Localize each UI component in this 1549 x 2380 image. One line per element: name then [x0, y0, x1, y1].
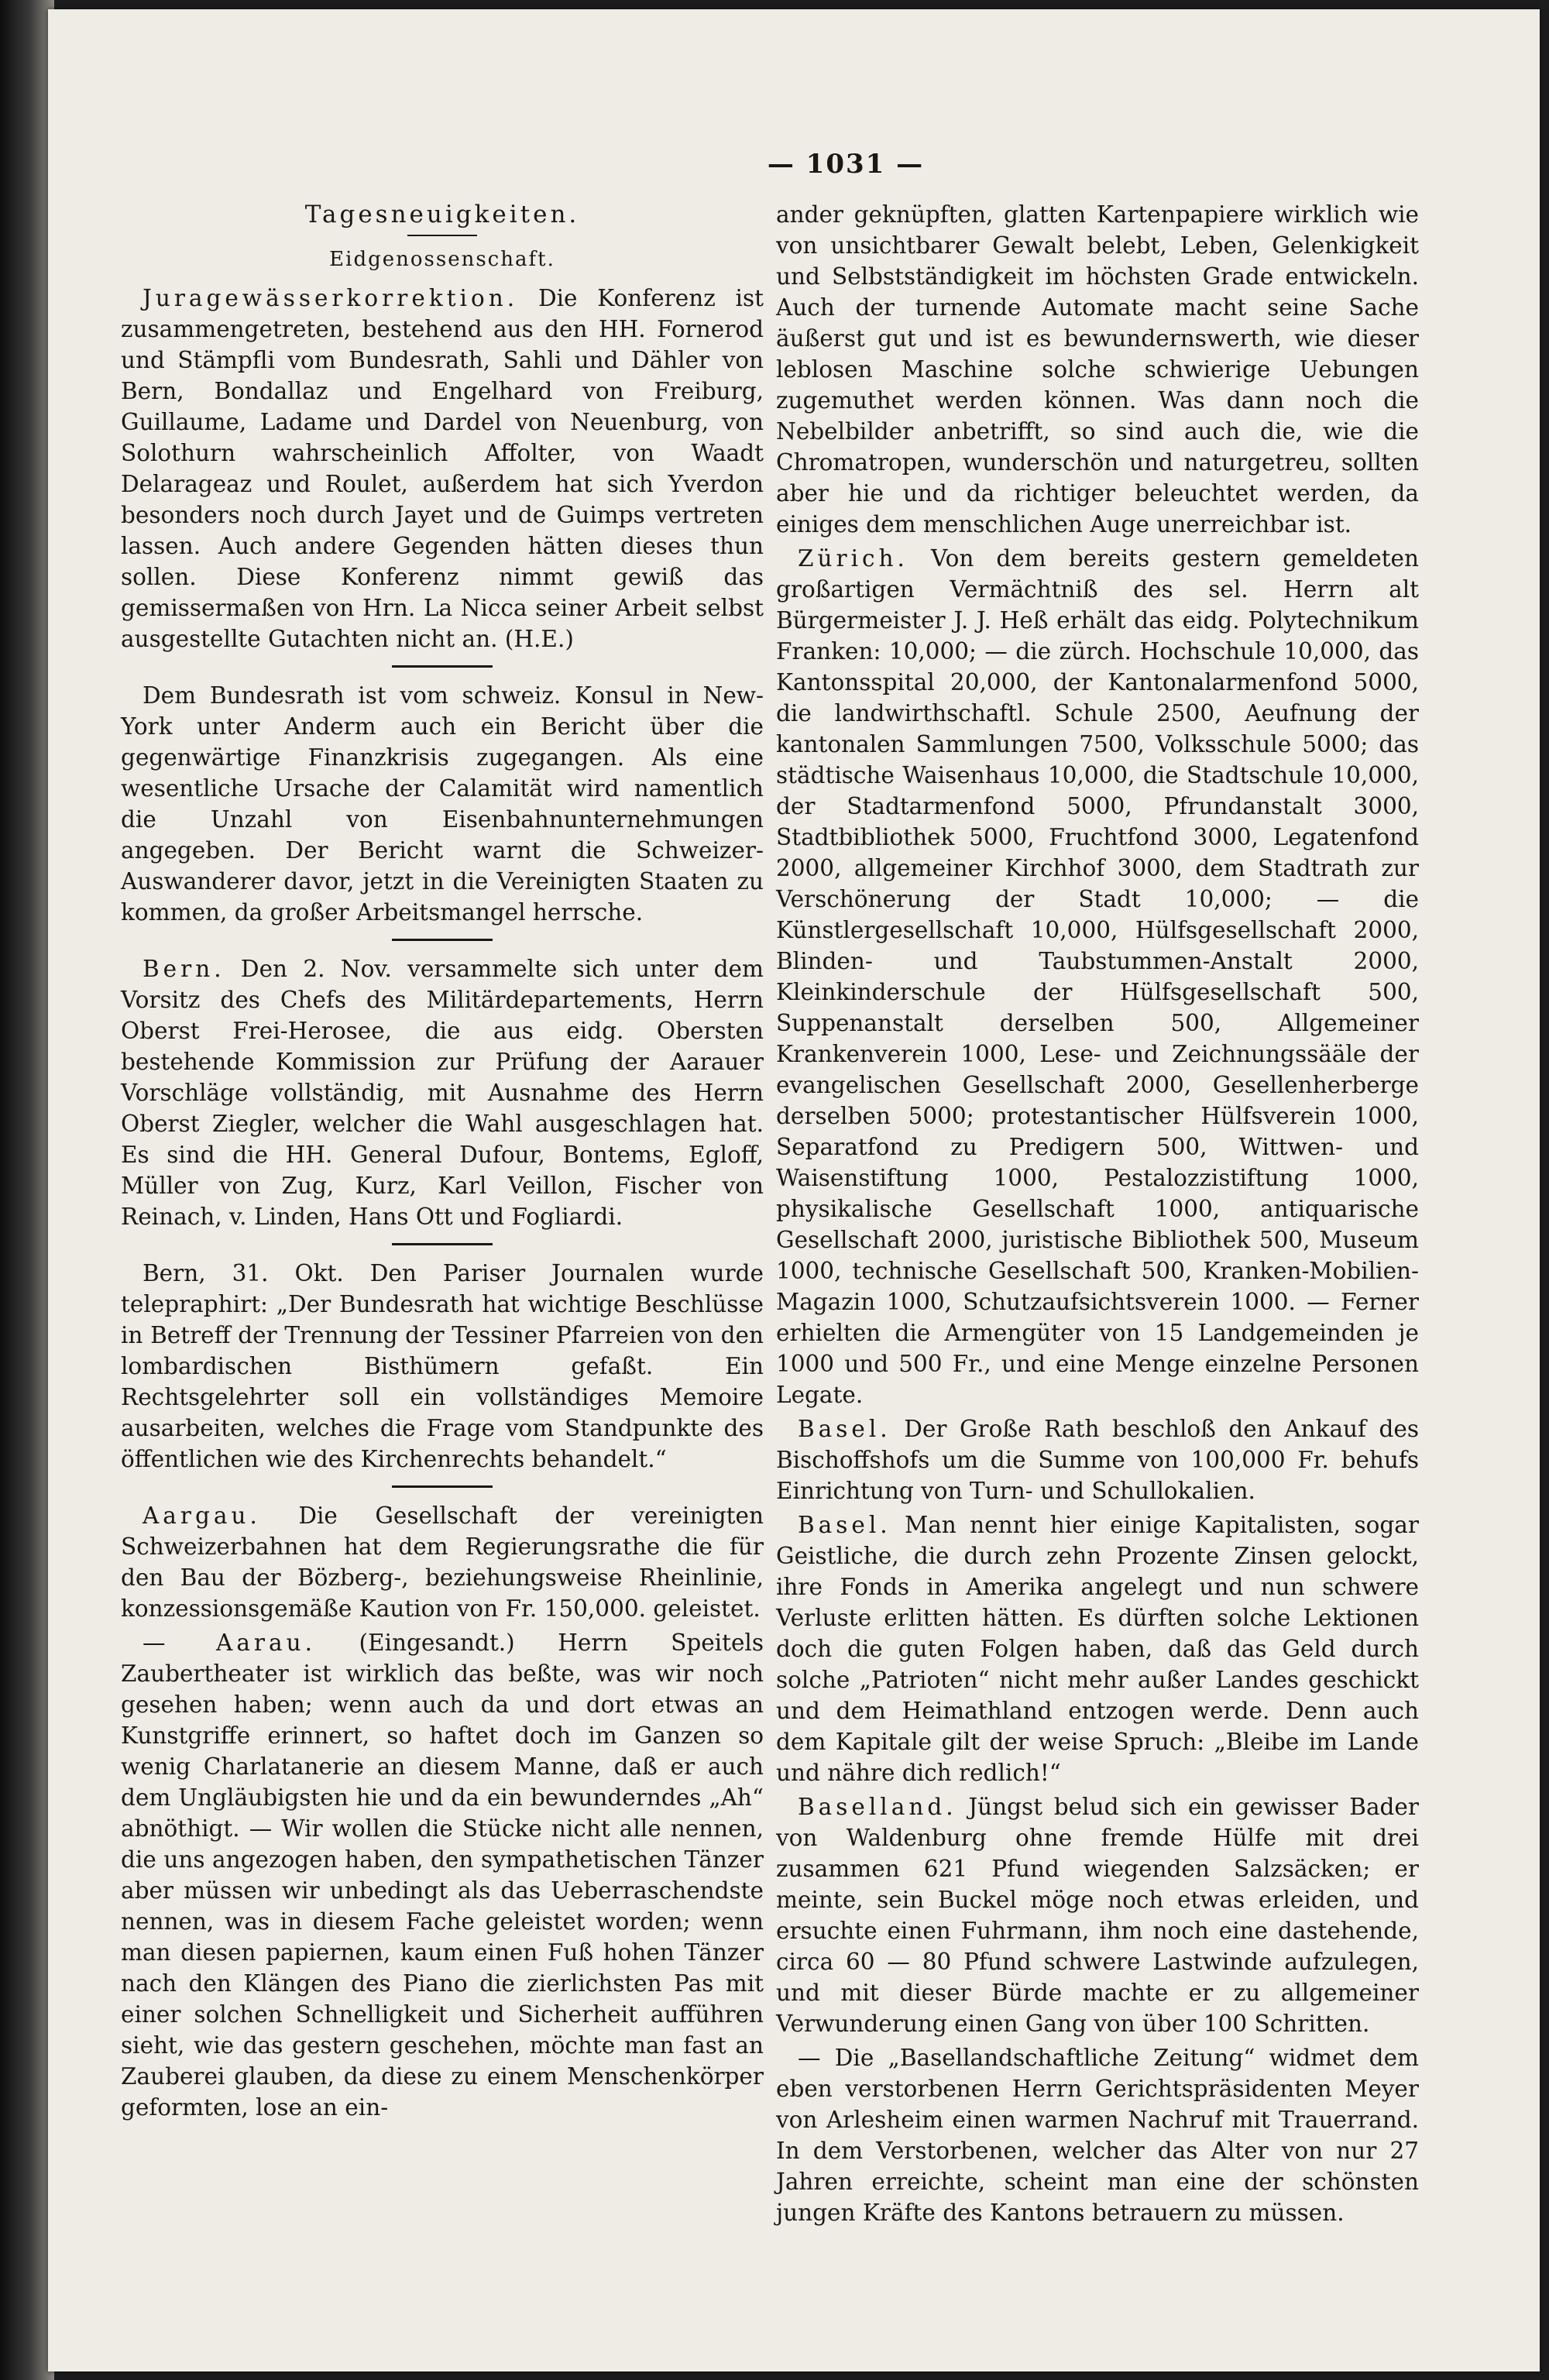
article-divider — [392, 665, 493, 668]
book-spine — [0, 0, 54, 2380]
article-place: Zürich. — [798, 545, 908, 572]
article-body: Den 2. Nov. versammelte sich unter dem Vorsitz des Chefs des Militärdepartements, Herrn Oberst Frei-Herosee, die aus eidg. Obersten bestehende Kommission zur Prüfung der Aarauer Vorschläge vollständig, mit Ausnahme des Herrn Oberst Ziegler, welcher die Wahl ausgeschlagen hat. Es sind die HH. General Dufour, Bontems, Egloff, Müller von Zug, Kurz, Karl Veillon, Fischer von Reinach, v. Linden, Hans Ott und Fogliardi. — [121, 956, 764, 1230]
article-place: Aargau. — [143, 1503, 261, 1529]
article-bundesrath: Dem Bundesrath ist vom schweiz. Konsul in New-York unter Anderm auch ein Bericht über die gegenwärtige Finanzkrisis zugegangen. Als eine wesentliche Ursache der Calamität wird namentlich die Unzahl von Eisenbahnunternehmungen angegeben. Der Bericht warnt die Schweizer-Auswanderer davor, jetzt in die Vereinigten Staaten zu kommen, da großer Arbeitsmangel herrsche. — [121, 682, 764, 926]
article-body: Den Pariser Journalen wurde telepraphirt: „Der Bundesrath hat wichtige Beschlüsse in Betreff der Trennung der Tessiner Pfarreien von den lombardischen Bisthümern gefaßt. Ein Rechtsgelehrter soll ein vollständiges Memoire ausarbeiten, welches die Frage vom Standpunkte des öffentlichen wie des Kirchenrechts behandelt.“ — [121, 1260, 764, 1472]
subsection-title: Eidgenossenschaft. — [329, 248, 555, 271]
article-body: Jüngst belud sich ein gewisser Bader von Waldenburg ohne fremde Hülfe mit drei zusammen 621 Pfund wiegenden Salzsäcken; er meinte, sein Buckel möge noch etwas erleiden, und ersuchte einen Fuhrmann, ihm noch eine dastehende, circa 60 — 80 Pfund schwere Lastwinde aufzulegen, und mit dieser Bürde machte er zu allgemeiner Verwunderung einen Gang von über 100 Schritten. — [776, 1794, 1419, 2037]
article-zuerich — [776, 543, 1419, 1410]
article-body: Von dem bereits gestern gemeldeten großartigen Vermächtniß des sel. Herrn alt Bürgermeister J. J. Heß erhält das eidg. Polytechnikum Franken: 10,000; — die zürch. Hochschule 10,000, das Kantonsspital 20,000, der Kantonalarmenfond 5000, die landwirthschaftl. Schule 2500, Aeufnung der kantonalen Sammlungen 7500, Volksschule 5000; das städtische Waisenhaus 10,000, die Stadtschule 10,000, der Stadtarmenfond 5000, Pfrundanstalt 3000, Stadtbibliothek 5000, Fruchtfond 3000, Legatenfond 2000, allgemeiner Kirchhof 3000, dem Stadtrath zur Verschönerung der Stadt 10,000; — die Künstlergesellschaft 10,000, Hülfsgesellschaft 2000, Blinden- und Taubstummen-Anstalt 2000, Kleinkinderschule der Hülfsgesellschaft 500, Suppenanstalt derselben 500, Allgemeiner Krankenverein 1000, Lese- und Zeichnungssääle der evangelischen Gesellschaft 2000, Gesellenherberge derselben 5000; protestantischer Hülfsverein 1000, Separatfond zu Predigern 500, Wittwen- und Waisenstiftung 1000, Pestalozzistiftung 1000, physikalische Gesellschaft 1000, antiquarische Gesellschaft 2000, juristische Bibliothek 500, Museum 1000, technische Gesellschaft 500, Kranken-Mobilien-Magazin 1000, Schutzaufsichtsverein 1000. — Ferner erhielten die Armengüter von 15 Landgemeinden je 1000 und 500 Fr., und eine Menge einzelne Personen Legate. — [776, 545, 1419, 1408]
left-column — [121, 199, 764, 2126]
article-divider — [392, 1243, 493, 1245]
article-divider — [392, 939, 493, 941]
article-divider — [392, 1485, 493, 1488]
article-basel-2 — [776, 1509, 1419, 1788]
article-bern-okt — [121, 1258, 764, 1475]
article-body: Die Gesellschaft der vereinigten Schweizerbahnen hat dem Regierungsrathe die für den Bau der Bözberg-, beziehungsweise Rheinlinie, konzessionsgemäße Kaution von Fr. 150,000. geleistet. — [121, 1503, 764, 1622]
article-bern-nov — [121, 953, 764, 1232]
article-zeitung: — Die „Basellandschaftliche Zeitung“ widmet dem eben verstorbenen Herrn Gerichtspräsidenten Meyer von Arlesheim einen warmen Nachruf mit Trauerrand. In dem Verstorbenen, welcher das Alter von nur 27 Jahren erreichte, scheint man eine der schönsten jungen Kräfte des Kantons betrauern zu müssen. — [776, 2045, 1419, 2226]
article-aargau — [121, 1500, 764, 1624]
article-place: Basel. — [798, 1512, 891, 1538]
article-body: Der Große Rath beschloß den Ankauf des Bischoffshofs um die Summe von 100,000 Fr. behufs Einrichtung von Turn- und Schullokalien. — [776, 1416, 1419, 1504]
section-title: Tagesneuigkeiten. — [304, 201, 580, 228]
page-number: — 1031 — — [767, 149, 925, 180]
newspaper-page — [48, 9, 1540, 2371]
title-divider — [407, 235, 477, 236]
article-baselland — [776, 1791, 1419, 2039]
article-body: Man nennt hier einige Kapitalisten, sogar Geistliche, die durch zehn Prozente Zinsen gelockt, ihre Fonds in Amerika angelegt und nun schwere Verluste erlitten hätten. Es dürften solche Lektionen doch die guten Folgen haben, daß das Geld durch solche „Patrioten“ nicht mehr außer Landes geschickt und dem Heimathland entzogen werde. Denn auch dem Kapitale gilt der weise Spruch: „Bleibe im Lande und nähre dich redlich!“ — [776, 1512, 1419, 1786]
article-place: Bern, 31. Okt. — [143, 1260, 344, 1286]
article-place: Baselland. — [798, 1794, 957, 1820]
article-place: — Aarau. — [143, 1630, 316, 1656]
article-juragewaesser — [121, 283, 764, 654]
article-continuation: ander geknüpften, glatten Kartenpapiere wirklich wie von unsichtbarer Gewalt belebt, Leben, Gelenkigkeit und Selbstständigkeit im höchsten Grade entwickeln. Auch der turnende Automate macht seine Sache äußerst gut und ist es bewundernswerth, wie dieser leblosen Maschine solche schwierige Uebungen zugemuthet werden können. Was dann noch die Nebelbilder anbetrifft, so sind auch die, wie die Chromatropen, wunderschön und naturgetreu, sollten aber hie und da richtiger beleuchtet werden, da einiges dem menschlichen Auge unerreichbar ist. — [776, 201, 1419, 537]
article-heading: Juragewässerkorrektion. — [143, 285, 519, 311]
article-place: Bern. — [143, 956, 225, 982]
article-body: Die Konferenz ist zusammengetreten, bestehend aus den HH. Fornerod und Stämpfli vom Bundesrath, Sahli und Dähler von Bern, Bondallaz und Engelhard von Freiburg, Guillaume, Ladame und Dardel von Neuenburg, von Solothurn wahrscheinlich Affolter, von Waadt Delarageaz und Roulet, außerdem hat sich Yverdon besonders noch durch Jayet und de Guimps vertreten lassen. Auch andere Gegenden hätten dieses thun sollen. Diese Konferenz nimmt gewiß das gemissermaßen von Hrn. La Nicca seiner Arbeit selbst ausgestellte Gutachten nicht an. (H.E.) — [121, 285, 764, 652]
article-aarau — [121, 1627, 764, 2123]
article-body: (Eingesandt.) Herrn Speitels Zaubertheater ist wirklich das beßte, was wir noch gesehen haben; wenn auch da und dort etwas an Kunstgriffe erinnert, so haftet doch im Ganzen so wenig Charlatanerie an diesem Manne, daß er auch dem Ungläubigsten hie und da ein bewunderndes „Ah“ abnöthigt. — Wir wollen die Stücke nicht alle nennen, die uns angezogen haben, den sympathetischen Tänzer aber müssen wir unbedingt als das Ueberraschendste nennen, was in diesem Fache geleistet worden; wenn man diesen papiernen, kaum einen Fuß hohen Tänzer nach den Klängen des Piano die zierlichsten Pas mit einer solchen Schnelligkeit und Sicherheit aufführen sieht, wie das gestern geschehen, möchte man fast an Zauberei glauben, da diese zu einem Menschenkörper geformten, lose an ein- — [121, 1630, 764, 2121]
article-place: Basel. — [798, 1416, 891, 1442]
article-basel-1 — [776, 1413, 1419, 1506]
right-column — [776, 199, 1419, 2231]
